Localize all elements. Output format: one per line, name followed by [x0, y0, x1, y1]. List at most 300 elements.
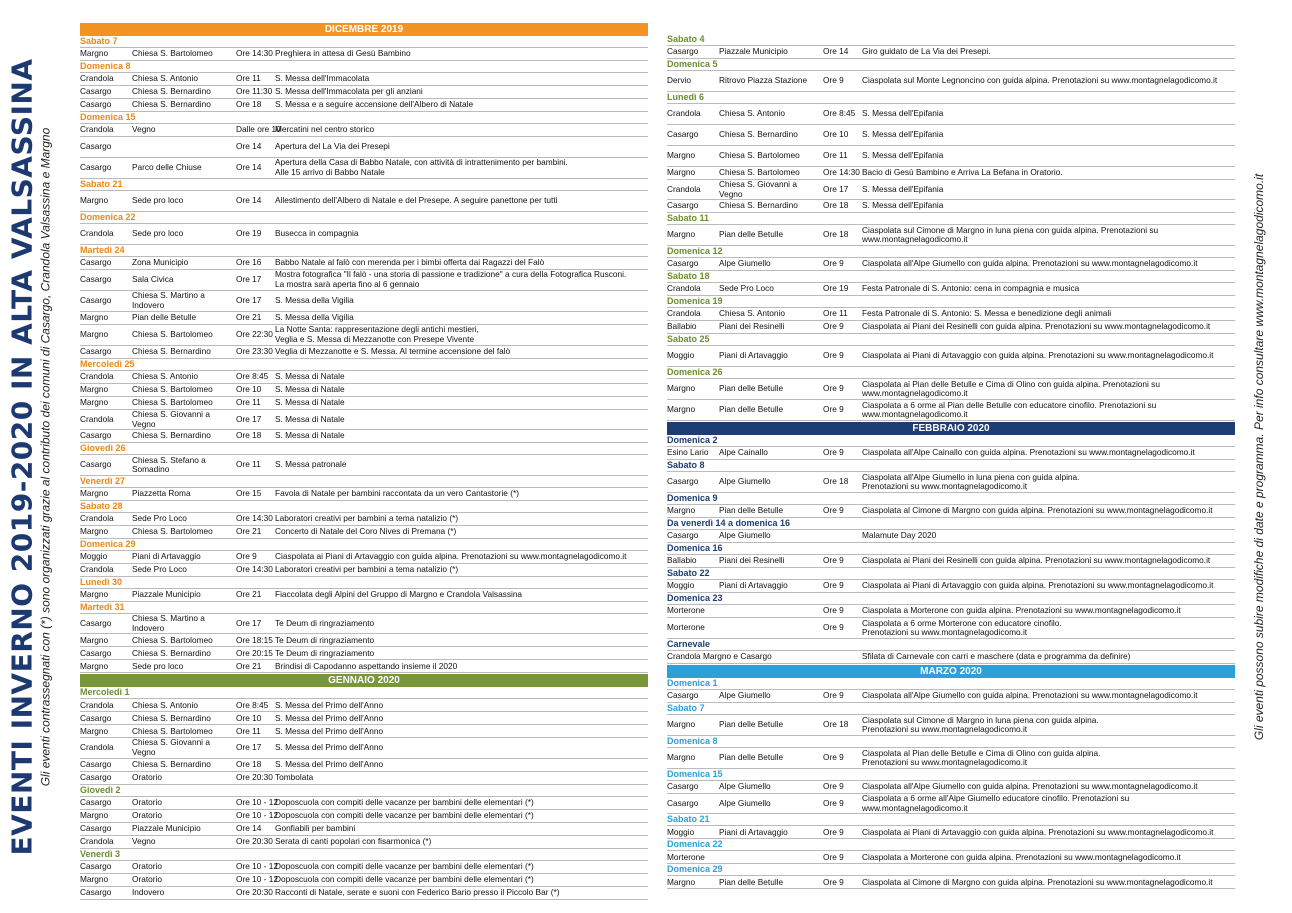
event-description	[275, 619, 648, 629]
event-town-text: Casargo	[80, 346, 112, 357]
event-town	[80, 49, 132, 59]
event-town-text: Crandola Margno e Casargo	[667, 651, 772, 662]
event-town-text: Margno	[667, 229, 696, 240]
event-row	[80, 410, 648, 430]
event-time	[236, 100, 275, 110]
event-town	[667, 691, 719, 701]
event-town-text: Margno	[80, 634, 109, 645]
event-time	[236, 727, 275, 737]
event-time-text: Ore 18	[236, 99, 262, 110]
event-town	[667, 531, 719, 541]
day-header: Martedì 24	[80, 245, 648, 257]
event-time-text: Ore 9	[823, 321, 844, 332]
event-town	[667, 799, 719, 809]
event-time	[236, 809, 278, 821]
event-row	[80, 270, 648, 291]
event-town-text: Margno	[80, 873, 109, 884]
day-header: Domenica 5	[667, 59, 1235, 71]
event-description-text: Laboratori creativi per bambini a tema natalizio (*)	[275, 513, 459, 524]
event-time	[823, 130, 862, 140]
event-description	[275, 527, 648, 537]
event-time	[236, 163, 275, 173]
day-header: Sabato 11	[667, 213, 1235, 225]
event-town-text: Moggio	[667, 826, 695, 837]
event-description	[275, 862, 648, 872]
event-time-text: Ore 9	[823, 622, 844, 633]
event-place	[132, 347, 236, 357]
month-header: DICEMBRE 2019	[80, 23, 648, 36]
event-town-text: Casargo	[80, 430, 112, 441]
event-place	[132, 398, 236, 408]
event-town	[80, 275, 132, 285]
day-header: Domenica 9	[667, 493, 1235, 505]
event-place	[132, 313, 236, 323]
event-place-text: Chiesa S. Martino a Indovero	[132, 613, 205, 633]
event-place	[719, 477, 823, 487]
event-description	[275, 313, 648, 323]
event-row	[80, 73, 648, 86]
day-header: Domenica 29	[667, 864, 1235, 876]
event-description-text: Ciaspolata a 6 orme Morterone con educatore cinofilo.	[862, 617, 1062, 628]
day-header: Sabato 18	[667, 271, 1235, 283]
event-time	[236, 142, 275, 152]
event-row	[667, 71, 1235, 92]
day-header: Domenica 2	[667, 435, 1235, 447]
event-place-text: Chiesa S. Antonio	[132, 73, 198, 84]
event-town	[667, 284, 719, 294]
event-time	[236, 460, 275, 470]
event-place	[719, 506, 823, 516]
event-town	[80, 100, 132, 110]
event-description-line2: Prenotazioni su www.montagnelagodicomo.it	[862, 724, 1028, 735]
event-town	[667, 185, 719, 195]
event-description-text: Fiaccolata degli Alpini del Gruppo di Margno e Crandola Valsassina	[275, 589, 523, 600]
event-place-text: Piani dei Resinelli	[719, 321, 785, 332]
event-row	[80, 797, 648, 810]
event-row	[667, 826, 1235, 839]
event-place-text: Oratorio	[132, 771, 162, 782]
month-header: FEBBRAIO 2020	[667, 422, 1235, 435]
event-row	[80, 738, 648, 758]
event-description-text: S. Messa del Primo dell'Anno	[275, 742, 384, 753]
day-header: Venerdì 27	[80, 476, 648, 488]
event-town	[80, 489, 132, 499]
event-town	[667, 623, 719, 633]
event-time-text: Ore 15	[236, 488, 262, 499]
event-description	[862, 581, 1235, 591]
event-row	[80, 614, 648, 634]
event-description	[275, 824, 648, 834]
event-place-text: Pian delle Betulle	[719, 505, 784, 516]
event-town	[80, 811, 132, 821]
event-place	[132, 862, 236, 872]
event-place	[719, 230, 823, 240]
event-description	[275, 196, 648, 206]
event-time-text: Ore 17	[236, 742, 262, 753]
event-place	[132, 514, 236, 524]
event-time-text: Ore 9	[823, 258, 844, 269]
event-place-text: Chiesa S. Bartolomeo	[132, 526, 213, 537]
event-place-text: Pian delle Betulle	[719, 383, 784, 394]
event-description-text: S. Messa dell'Epifania	[862, 200, 944, 211]
events-column-right	[667, 34, 1235, 889]
event-town	[80, 798, 132, 808]
event-place	[132, 552, 236, 562]
event-row	[80, 513, 648, 526]
event-description	[275, 398, 648, 408]
event-place-text: Sede pro loco	[132, 195, 184, 206]
event-description	[275, 514, 648, 524]
event-town	[667, 230, 719, 240]
event-time	[236, 590, 275, 600]
event-description	[275, 49, 648, 59]
event-time	[823, 477, 862, 487]
event-time	[823, 284, 862, 294]
event-town-text: Morterone	[667, 622, 705, 633]
event-time-text: Ore 14:30	[236, 513, 273, 524]
event-row	[667, 283, 1235, 296]
event-place	[719, 531, 823, 541]
event-place-text: Chiesa S. Bartolomeo	[132, 329, 213, 340]
event-time-text: Ore 9	[823, 350, 844, 361]
event-row	[80, 224, 648, 245]
event-town-text: Casargo	[667, 476, 699, 487]
event-town	[80, 773, 132, 783]
event-description	[862, 401, 1235, 420]
event-time-text: Ore 10	[236, 384, 262, 395]
event-town	[667, 753, 719, 763]
event-description-line2: La mostra sarà aperta fino al 6 gennaio	[275, 279, 420, 289]
event-row	[667, 146, 1235, 167]
event-place-text: Chiesa S. Bartolomeo	[132, 48, 213, 59]
event-town	[80, 296, 132, 306]
event-time	[823, 259, 862, 269]
event-town	[667, 448, 719, 458]
event-description-text: S. Messa di Natale	[275, 413, 345, 424]
page-subtitle: Gli eventi contrassegnati con (*) sono organizzati grazie al contributo dei comuni di Casargo, Crandola Valsassina e Margno	[38, 127, 53, 787]
event-place	[719, 753, 823, 763]
event-description	[862, 749, 1235, 768]
event-description-text: Allestimento dell'Albero di Natale e del Presepe. A seguire panettone per tutti	[275, 195, 558, 206]
event-description-text: Ciaspolata a Morterone con guida alpina. Prenotazioni su www.montagnelagodicomo.it	[862, 851, 1181, 862]
event-place	[719, 151, 823, 161]
event-row	[80, 772, 648, 785]
event-town	[667, 384, 719, 394]
event-description	[862, 351, 1235, 361]
event-place	[132, 649, 236, 659]
event-time	[236, 773, 275, 783]
event-place	[132, 614, 236, 633]
event-town	[667, 556, 719, 566]
event-place	[132, 196, 236, 206]
event-row	[80, 699, 648, 712]
event-place	[719, 878, 823, 888]
event-time-text: Ore 14:30	[823, 167, 860, 178]
event-time-text: Ore 19	[823, 283, 849, 294]
event-town-text: Casargo	[80, 771, 112, 782]
event-place	[719, 259, 823, 269]
event-place	[132, 636, 236, 646]
event-place	[132, 163, 236, 173]
event-time	[236, 565, 275, 575]
event-time	[823, 109, 862, 119]
event-town	[80, 163, 132, 173]
event-row	[80, 526, 648, 539]
event-description-text: Doposcuola con compiti delle vacanze per bambini delle elementari (*)	[275, 873, 534, 884]
event-time	[823, 76, 862, 86]
event-town-text: Casargo	[667, 258, 699, 269]
event-description-text: Ciaspolata sul Monte Legnoncino con guida alpina. Prenotazioni su www.montagnelagodicomo.it	[862, 75, 1218, 86]
event-town-text: Crandola	[667, 308, 701, 319]
event-description	[862, 322, 1235, 332]
event-time	[236, 636, 275, 646]
event-description	[862, 691, 1235, 701]
event-description-text: Busecca in compagnia	[275, 228, 359, 239]
event-row	[80, 551, 648, 564]
event-place	[132, 258, 236, 268]
event-time-text: Ore 17	[823, 183, 849, 194]
event-description-text: Ciaspolata al Pian delle Betulle e Cima di Olino con guida alpina.	[862, 747, 1101, 758]
event-town-text: Margno	[667, 752, 696, 763]
event-town-text: Casargo	[80, 295, 112, 306]
day-header: Domenica 16	[667, 543, 1235, 555]
event-town-text: Morterone	[667, 851, 705, 862]
event-time	[236, 743, 275, 753]
side-note: Gli eventi possono subire modifiche di date e programma. Per info consultare www.montagnelagodicomo.it	[1252, 173, 1266, 741]
event-description	[275, 714, 648, 724]
day-header: Domenica 15	[667, 769, 1235, 781]
event-place	[132, 410, 236, 429]
event-town	[667, 853, 719, 863]
event-place-text: Chiesa S. Bernardino	[132, 86, 211, 97]
event-place-text: Piazzetta Roma	[132, 488, 191, 499]
event-time-text: Ore 9	[823, 826, 844, 837]
event-description	[862, 201, 1235, 211]
event-place-text: Vegno	[132, 124, 156, 135]
event-time	[823, 606, 862, 616]
event-time-text: Ore 18	[236, 758, 262, 769]
event-time-text: Ore 10 - 12	[236, 860, 278, 871]
event-place-text: Alpe Giumello	[719, 781, 771, 792]
event-town	[80, 347, 132, 357]
day-header: Domenica 19	[667, 296, 1235, 308]
event-row	[80, 887, 648, 900]
event-town	[667, 606, 719, 616]
event-place-text: Chiesa S. Bernardino	[132, 99, 211, 110]
day-header: Giovedì 26	[80, 443, 648, 455]
event-place-text: Oratorio	[132, 796, 162, 807]
event-description	[275, 798, 648, 808]
event-place-text: Oratorio	[132, 809, 162, 820]
event-description-text: Ciaspolata ai Piani di Artavaggio con guida alpina. Prenotazioni su www.montagnelagodicomo.it	[862, 580, 1214, 591]
event-town	[667, 151, 719, 161]
event-row	[667, 794, 1235, 814]
event-place	[719, 76, 823, 86]
event-place	[719, 720, 823, 730]
event-town-text: Casargo	[667, 46, 699, 57]
event-row	[667, 851, 1235, 864]
event-town-text: Crandola	[667, 183, 701, 194]
event-place-text: Chiesa S. Bernardino	[719, 200, 798, 211]
event-description-text: S. Messa del Primo dell'Anno	[275, 725, 384, 736]
event-time-text: Ore 21	[236, 526, 262, 537]
event-time	[823, 782, 862, 792]
event-row	[80, 48, 648, 61]
event-place-text: Sede pro loco	[132, 228, 184, 239]
event-description-text: S. Messa di Natale	[275, 397, 345, 408]
event-time-text: Ore 11	[823, 150, 848, 161]
event-place	[132, 87, 236, 97]
event-time	[823, 691, 862, 701]
event-description	[275, 489, 648, 499]
event-description	[275, 74, 648, 84]
event-place	[719, 691, 823, 701]
event-place	[719, 284, 823, 294]
event-description	[275, 258, 648, 268]
event-row	[667, 505, 1235, 518]
event-description-text: Ciaspolata ai Pian delle Betulle e Cima di Olino con guida alpina. Prenotazioni su www.montagnelagodicomo.it	[862, 378, 1160, 399]
event-town-text: Margno	[80, 488, 109, 499]
event-time-text: Ore 10	[236, 712, 262, 723]
event-row	[80, 564, 648, 577]
event-place	[719, 47, 823, 57]
event-place-text: Piani di Artavaggio	[719, 350, 788, 361]
event-place	[719, 201, 823, 211]
event-place-text: Sala Civica	[132, 274, 174, 285]
event-place-text: Alpe Giumello	[719, 797, 771, 808]
event-description	[862, 506, 1235, 516]
event-description-text: Brindisi di Capodanno aspettando insieme il 2020	[275, 660, 458, 671]
event-town-text: Morterone	[667, 605, 705, 616]
event-town	[667, 259, 719, 269]
event-place-text: Oratorio	[132, 873, 162, 884]
event-town-text: Casargo	[80, 459, 112, 470]
event-time-text: Ore 21	[236, 312, 262, 323]
event-place	[719, 309, 823, 319]
event-time	[823, 151, 862, 161]
event-place	[132, 431, 236, 441]
event-town-text: Crandola	[80, 835, 114, 846]
event-description-text: S. Messa dell'Immacolata	[275, 73, 370, 84]
event-time-text: Ore 20:30	[236, 771, 273, 782]
event-row	[667, 321, 1235, 334]
event-time	[823, 448, 862, 458]
event-row	[667, 104, 1235, 125]
event-town	[80, 824, 132, 834]
event-town	[80, 415, 132, 425]
event-description-text: Ciaspolata all'Alpe Giumello con guida alpina. Prenotazioni su www.montagnelagodicomo.it	[862, 258, 1198, 269]
event-time-text: Ore 21	[236, 660, 262, 671]
event-row	[667, 225, 1235, 246]
event-town	[80, 229, 132, 239]
event-place	[719, 799, 823, 809]
event-place-text: Chiesa S. Bartolomeo	[719, 150, 800, 161]
event-town-text: Casargo	[80, 712, 112, 723]
event-description	[862, 109, 1235, 119]
event-row	[80, 384, 648, 397]
day-header: Sabato 21	[667, 814, 1235, 826]
event-place	[132, 49, 236, 59]
event-town-text: Casargo	[667, 530, 699, 541]
event-place-text: Chiesa S. Bernardino	[132, 346, 211, 357]
event-town	[80, 74, 132, 84]
event-description	[862, 130, 1235, 140]
event-description-text: Apertura del La Via dei Presepi	[275, 141, 390, 152]
event-row	[667, 258, 1235, 271]
event-description-text: Te Deum di ringraziamento	[275, 647, 375, 658]
event-description	[275, 158, 648, 177]
event-description-text: S. Messa dell'Epifania	[862, 108, 944, 119]
event-town-text: Casargo	[667, 781, 699, 792]
event-description-line2: Veglia e S. Messa di Mezzanotte con Presepe Vivente	[275, 334, 475, 344]
event-town-text: Margno	[80, 312, 109, 323]
event-town-text: Margno	[667, 876, 696, 887]
event-description-text: Doposcuola con compiti delle vacanze per bambini delle elementari (*)	[275, 809, 534, 820]
event-time	[236, 873, 278, 885]
event-row	[80, 488, 648, 501]
event-place	[719, 130, 823, 140]
event-time	[236, 662, 275, 672]
event-time-text: Ore 9	[823, 781, 844, 792]
event-town-text: Margno	[80, 660, 109, 671]
day-header: Domenica 12	[667, 246, 1235, 258]
event-place	[132, 489, 236, 499]
event-time-text: Ore 18	[823, 200, 849, 211]
event-description	[862, 259, 1235, 269]
event-town-text: Moggio	[80, 551, 108, 562]
event-row	[80, 759, 648, 772]
event-row	[667, 651, 1235, 664]
event-description-text: Preghiera in attesa di Gesù Bambino	[275, 48, 411, 59]
event-time-text: Ore 9	[823, 404, 844, 415]
event-town-text: Margno	[80, 725, 109, 736]
event-description-text: Mercatini nel centro storico	[275, 124, 375, 135]
event-town-text: Crandola	[80, 371, 114, 382]
event-town-text: Ballabio	[667, 321, 697, 332]
event-town	[667, 168, 719, 178]
day-header: Mercoledì 1	[80, 687, 648, 699]
day-header: Da venerdì 14 a domenica 16	[667, 518, 1235, 530]
event-time-text: Ore 18	[823, 476, 849, 487]
event-row	[80, 124, 648, 137]
event-description-text: Ciaspolata al Cimone di Margno con guida alpina. Prenotazioni su www.montagnelagodicomo.it	[862, 876, 1213, 887]
event-town	[667, 109, 719, 119]
event-place	[719, 168, 823, 178]
event-row	[80, 137, 648, 158]
event-description	[275, 760, 648, 770]
event-town-text: Crandola	[80, 699, 114, 710]
event-town	[80, 313, 132, 323]
event-description-text: Festa Patronale di S. Antonio: cena in compagnia e musica	[862, 283, 1080, 294]
event-time	[823, 581, 862, 591]
event-time	[823, 351, 862, 361]
event-place-text: Pian delle Betulle	[719, 229, 784, 240]
event-row	[667, 748, 1235, 769]
event-description-text: Ciaspolata all'Alpe Giumello con guida alpina. Prenotazioni su www.montagnelagodicomo.it	[862, 690, 1198, 701]
event-town	[80, 196, 132, 206]
event-time-text: Ore 9	[823, 383, 844, 394]
event-description-text: S. Messa patronale	[275, 459, 347, 470]
event-time	[236, 372, 275, 382]
event-description-text: Concerto di Natale del Coro Nives di Premana (*)	[275, 526, 457, 537]
event-time	[823, 230, 862, 240]
event-description	[275, 552, 648, 562]
event-time-text: Ore 9	[823, 555, 844, 566]
event-time	[236, 701, 275, 711]
event-time-text: Ore 11	[236, 397, 261, 408]
event-description-text: S. Messa dell'Epifania	[862, 183, 944, 194]
event-row	[80, 712, 648, 725]
